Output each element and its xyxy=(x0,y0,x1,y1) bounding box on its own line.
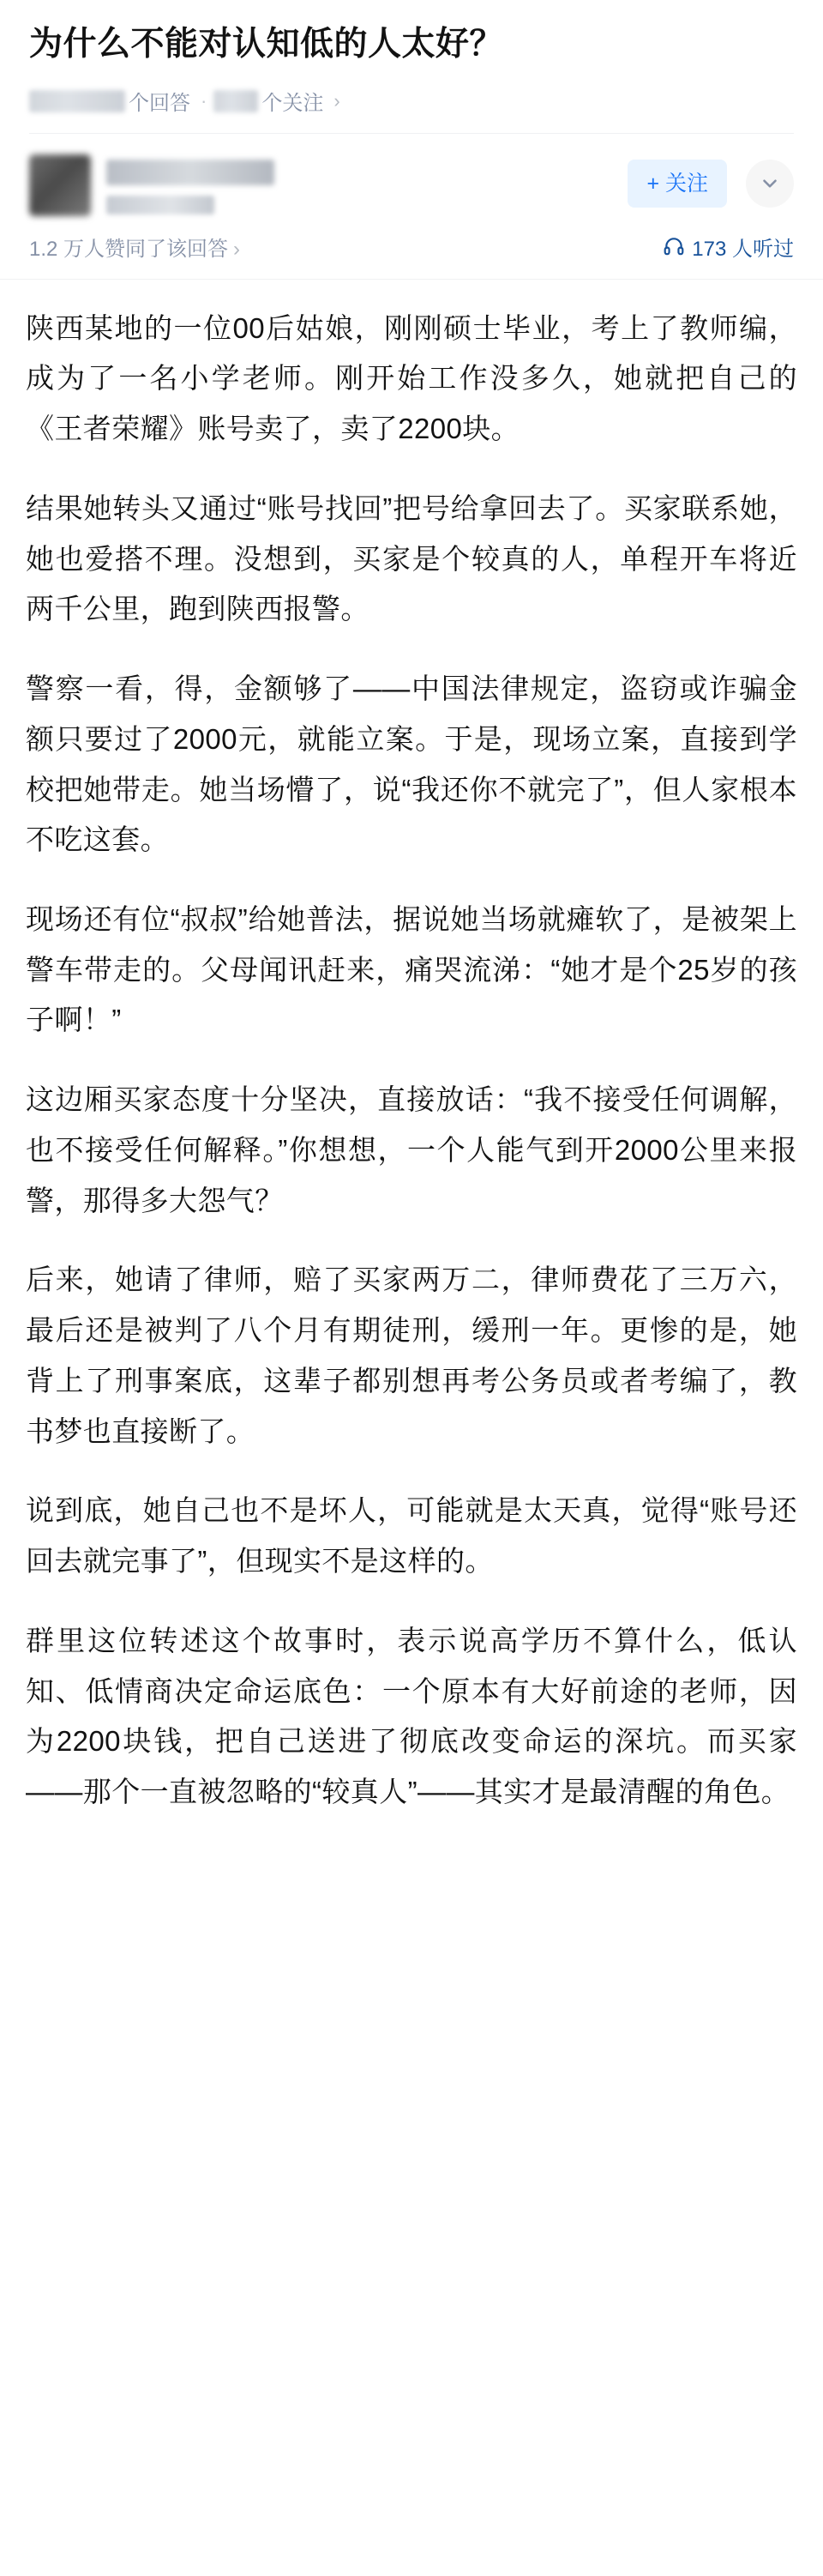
meta-separator: · xyxy=(201,89,207,112)
answer-paragraph: 说到底，她自己也不是坏人，可能就是太天真，觉得“账号还回去就完事了”，但现实不是这样的。 xyxy=(26,1494,797,1578)
page-title: 为什么不能对认知低的人太好？ xyxy=(29,26,504,63)
answer-paragraph: 后来，她请了律师，赔了买家两万二，律师费花了三万六，最后还是被判了八个月有期徒刑，缓刑一年。更惨的是，她背上了刑事案底，这辈子都别想再考公务员或者考编了，教书梦也直接断了。 xyxy=(26,1264,797,1447)
hidden-follower-count xyxy=(213,90,258,112)
author-row xyxy=(0,134,823,216)
vote-count[interactable] xyxy=(29,232,240,262)
stats-row xyxy=(0,216,823,262)
answer-paragraph: 结果她转头又通过“账号找回”把号给拿回去了。买家联系她，她也爱搭不理。没想到，买家是个较真的人，单程开车将近两千公里，跑到陕西报警。 xyxy=(26,492,797,625)
answer-paragraph: 警察一看，得，金额够了——中国法律规定，盗窃或诈骗金额只要过了2000元，就能立案。于是，现场立案，直接到学校把她带走。她当场懵了，说“我还你不就完了”，但人家根本不吃这套。 xyxy=(26,673,797,856)
author-bio xyxy=(106,196,214,214)
answer-content xyxy=(0,280,823,1852)
answer-paragraph: 群里这位转述这个故事时，表示说高学历不算什么，低认知、低情商决定命运底色：一个原本有大好前途的老师，因为2200块钱，把自己送进了彻底改变命运的深坑。而买家——那个一直被忽略的“较真人”——其实才是最清醒的角色。 xyxy=(26,1624,797,1807)
chevron-down-icon[interactable] xyxy=(746,160,794,208)
author-info[interactable] xyxy=(91,154,628,214)
follow-button[interactable]: + 关注 xyxy=(628,160,727,208)
answer-count-label: 个回答 xyxy=(129,92,190,116)
hidden-answer-count xyxy=(29,90,125,112)
listen-count-label: 173 人听过 xyxy=(692,237,794,261)
answer-paragraph: 陕西某地的一位00后姑娘，刚刚硕士毕业，考上了教师编，成为了一名小学老师。刚开始工作没多久，她就把自己的《王者荣耀》账号卖了，卖了2200块。 xyxy=(26,311,797,445)
question-meta[interactable] xyxy=(29,87,794,116)
follower-count-label: 个关注 xyxy=(261,92,324,116)
vote-count-label: 1.2 万人赞同了该回答 xyxy=(29,237,229,261)
listen-button[interactable] xyxy=(663,232,794,262)
answer-paragraph: 这边厢买家态度十分坚决，直接放话：“我不接受任何调解，也不接受任何解释。”你想想，一个人能气到开2000公里来报警，那得多大怨气？ xyxy=(26,1083,797,1216)
author-name xyxy=(106,160,274,185)
question-header xyxy=(0,0,823,134)
vote-arrow-icon: › xyxy=(233,237,241,261)
headphone-icon xyxy=(663,235,685,257)
meta-arrow-icon[interactable]: › xyxy=(333,89,340,112)
answer-paragraph: 现场还有位“叔叔”给她普法，据说她当场就瘫软了，是被架上警车带走的。父母闻讯赶来，痛哭流涕：“她才是个25岁的孩子啊！” xyxy=(26,902,797,1036)
avatar[interactable] xyxy=(29,154,91,216)
